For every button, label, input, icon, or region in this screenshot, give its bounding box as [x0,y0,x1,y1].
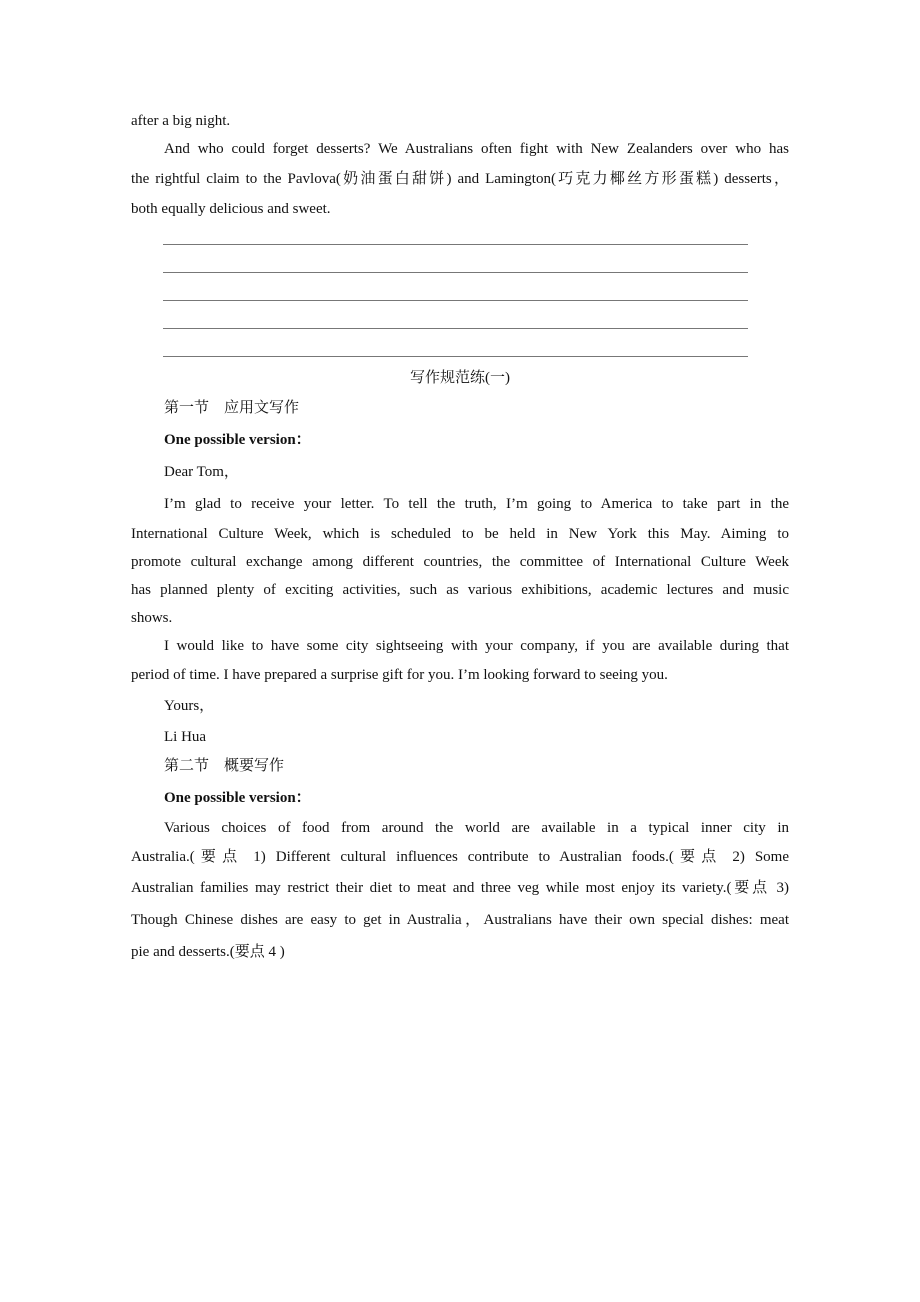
section-title: 写作规范练(一) [410,370,510,386]
paragraph-line: I would like to have some city sightseeing with your company, if you are available during that [164,638,789,654]
version-label: One possible version： [164,432,311,448]
greeting: Dear Tom， [164,464,239,480]
passage-line: both equally delicious and sweet. [131,201,331,217]
signature: Li Hua [164,729,207,745]
paragraph-line: I’m glad to receive your letter. To tell the truth, I’m going to America to take part in the [164,496,789,512]
writing-line [163,272,748,273]
paragraph-line: has planned plenty of exciting activities, such as various exhibitions, academic lectures and music [131,582,789,598]
paragraph-line: promote cultural exchange among different countries, the committee of International Culture Week [131,554,789,570]
paragraph-line: Various choices of food from around the world are available in a typical inner city in [164,820,789,836]
section-heading: 第二节 概要写作 [164,758,285,774]
writing-line [163,328,748,329]
paragraph-line: Though Chinese dishes are easy to get in Australia，Australians have their own special dishes: meat [131,912,789,928]
passage-line: the rightful claim to the Pavlova(奶油蛋白甜饼) and Lamington(巧克力椰丝方形蛋糕) desserts， [131,171,789,187]
paragraph-line: Australia.(要点 1) Different cultural influences contribute to Australian foods.(要点 2) Some [131,849,789,865]
paragraph-line: International Culture Week, which is scheduled to be held in New York this May. Aiming to [131,526,789,542]
writing-line [163,244,748,245]
paragraph-line: pie and desserts.(要点 4 ) [131,944,285,960]
paragraph-line: period of time. I have prepared a surprise gift for you. I’m looking forward to seeing you. [131,667,668,683]
passage-line: And who could forget desserts? We Australians often fight with New Zealanders over who has [164,141,789,157]
passage-line: after a big night. [131,113,231,129]
writing-line [163,300,748,301]
writing-line [163,356,748,357]
closing: Yours， [164,698,215,714]
version-label: One possible version： [164,790,311,806]
paragraph-line: Australian families may restrict their diet to meat and three veg while most enjoy its variety.(要点 3) [131,880,789,896]
paragraph-line: shows. [131,610,173,626]
section-heading: 第一节 应用文写作 [164,400,300,416]
